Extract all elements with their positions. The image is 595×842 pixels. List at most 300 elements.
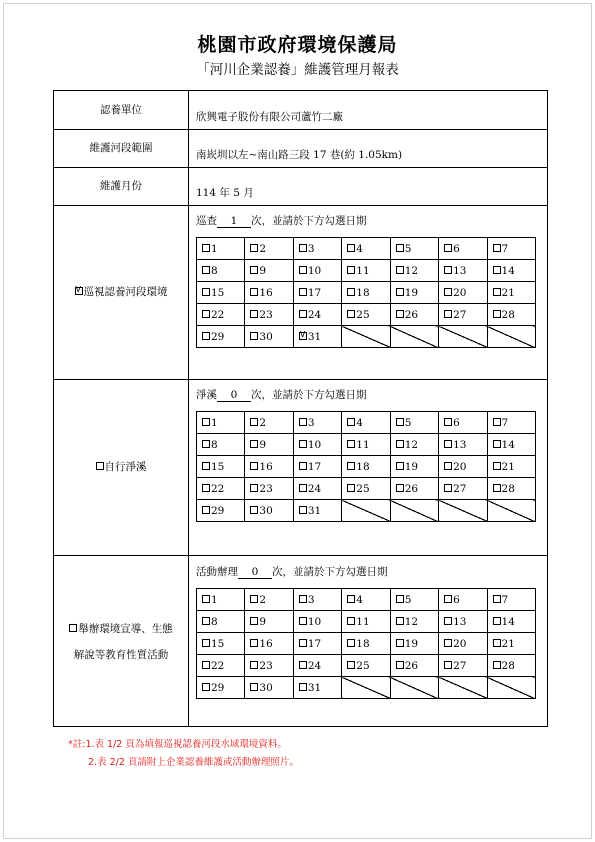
day-label: 12: [404, 615, 419, 628]
day-label: 17: [307, 460, 322, 473]
day-cell-22[interactable]: [197, 478, 245, 500]
day-label: 26: [404, 482, 419, 495]
day-checkbox[interactable]: [347, 661, 355, 669]
day-checkbox[interactable]: [202, 506, 210, 514]
day-label: 2: [259, 416, 267, 429]
day-checkbox[interactable]: [444, 484, 452, 492]
day-cell-2[interactable]: [245, 238, 293, 260]
date-row: [197, 326, 536, 348]
day-cell-14[interactable]: [487, 260, 535, 282]
day-cell-17[interactable]: [293, 282, 341, 304]
day-cell-10[interactable]: [293, 434, 341, 456]
day-checkbox[interactable]: [444, 661, 452, 669]
day-label: 21: [501, 637, 515, 650]
day-label: 1: [211, 593, 218, 606]
day-cell-1[interactable]: [197, 412, 245, 434]
day-cell-27[interactable]: [439, 655, 487, 677]
cleanup-count[interactable]: 0: [217, 389, 251, 402]
day-cell-30[interactable]: [245, 677, 293, 699]
day-checkbox[interactable]: [299, 288, 307, 296]
report-table: [53, 90, 548, 727]
day-label: 16: [259, 286, 273, 299]
day-label: 27: [453, 308, 467, 321]
day-cell-26[interactable]: [390, 655, 438, 677]
day-label: 3: [307, 242, 315, 255]
day-cell-7[interactable]: [487, 589, 535, 611]
day-checkbox[interactable]: [299, 332, 307, 340]
day-label: 18: [356, 460, 370, 473]
day-cell-9[interactable]: [245, 611, 293, 633]
day-cell-1[interactable]: [197, 589, 245, 611]
day-checkbox[interactable]: [202, 639, 210, 647]
empty-cell: [342, 677, 390, 699]
day-cell-8[interactable]: [197, 611, 245, 633]
day-cell-26[interactable]: [390, 304, 438, 326]
day-checkbox[interactable]: [493, 462, 501, 470]
day-checkbox[interactable]: [250, 266, 258, 274]
day-checkbox[interactable]: [493, 418, 501, 426]
day-checkbox[interactable]: [250, 244, 258, 252]
day-checkbox[interactable]: [250, 639, 258, 647]
page-subtitle: 「河川企業認養」維護管理月報表: [196, 62, 399, 78]
day-label: 12: [404, 264, 419, 277]
day-checkbox[interactable]: [202, 332, 210, 340]
day-cell-28[interactable]: [487, 655, 535, 677]
day-cell-3[interactable]: [293, 589, 341, 611]
date-row: [197, 655, 536, 677]
day-cell-14[interactable]: [487, 611, 535, 633]
day-checkbox[interactable]: [396, 244, 404, 252]
day-label: 10: [307, 264, 322, 277]
day-label: 30: [259, 681, 273, 694]
day-cell-29[interactable]: [197, 677, 245, 699]
day-cell-15[interactable]: [197, 633, 245, 655]
day-checkbox[interactable]: [299, 266, 307, 274]
day-cell-6[interactable]: [439, 589, 487, 611]
day-label: 22: [211, 659, 225, 672]
day-checkbox[interactable]: [396, 288, 404, 296]
day-label: 27: [453, 659, 467, 672]
day-cell-25[interactable]: [342, 478, 390, 500]
day-label: 10: [307, 438, 322, 451]
cleanup-label-text: 自行淨溪: [104, 461, 147, 473]
day-checkbox[interactable]: [299, 595, 307, 603]
empty-cell: [439, 677, 487, 699]
day-cell-1[interactable]: [197, 238, 245, 260]
day-checkbox[interactable]: [347, 310, 355, 318]
day-label: 17: [307, 286, 322, 299]
day-label: 4: [356, 242, 363, 255]
day-checkbox[interactable]: [202, 288, 210, 296]
day-cell-28[interactable]: [487, 478, 535, 500]
day-label: 3: [307, 416, 315, 429]
day-label: 5: [404, 242, 412, 255]
day-label: 18: [356, 286, 370, 299]
day-cell-21[interactable]: [487, 456, 535, 478]
day-checkbox[interactable]: [493, 266, 501, 274]
day-cell-14[interactable]: [487, 434, 535, 456]
day-checkbox[interactable]: [347, 484, 355, 492]
day-checkbox[interactable]: [299, 506, 307, 514]
day-checkbox[interactable]: [347, 288, 355, 296]
day-checkbox[interactable]: [396, 639, 404, 647]
empty-cell: [342, 500, 390, 522]
date-row: [197, 633, 536, 655]
day-checkbox[interactable]: [250, 440, 258, 448]
day-label: 13: [453, 615, 467, 628]
date-row: [197, 282, 536, 304]
cleanup-count-line: 淨溪 0 次，並請於下方勾選日期: [196, 389, 367, 401]
day-checkbox[interactable]: [250, 288, 258, 296]
day-checkbox[interactable]: [299, 310, 307, 318]
day-cell-23[interactable]: [245, 304, 293, 326]
empty-cell: [390, 500, 438, 522]
day-cell-16[interactable]: [245, 633, 293, 655]
day-cell-17[interactable]: [293, 456, 341, 478]
day-cell-16[interactable]: [245, 456, 293, 478]
day-checkbox[interactable]: [396, 440, 404, 448]
day-label: 14: [501, 615, 515, 628]
day-checkbox[interactable]: [444, 310, 452, 318]
day-label: 31: [307, 681, 322, 694]
page-title: 桃園市政府環境保護局: [197, 34, 398, 56]
day-cell-19[interactable]: [390, 282, 438, 304]
adopter-label: 認養單位: [100, 104, 142, 116]
day-cell-15[interactable]: [197, 282, 245, 304]
day-cell-16[interactable]: [245, 282, 293, 304]
day-cell-20[interactable]: [439, 633, 487, 655]
day-checkbox[interactable]: [299, 462, 307, 470]
day-cell-22[interactable]: [197, 655, 245, 677]
day-checkbox[interactable]: [347, 639, 355, 647]
empty-cell: [439, 500, 487, 522]
day-checkbox[interactable]: [493, 595, 501, 603]
day-label: 18: [356, 637, 370, 650]
month-label: 維護月份: [100, 180, 142, 192]
day-label: 1: [211, 242, 218, 255]
day-checkbox[interactable]: [250, 506, 258, 514]
day-cell-25[interactable]: [342, 655, 390, 677]
day-cell-5[interactable]: [390, 589, 438, 611]
day-checkbox[interactable]: [202, 266, 210, 274]
day-cell-4[interactable]: [342, 412, 390, 434]
day-label: 29: [211, 504, 225, 517]
day-cell-29[interactable]: [197, 500, 245, 522]
day-cell-7[interactable]: [487, 238, 535, 260]
empty-cell: [390, 677, 438, 699]
day-checkbox[interactable]: [202, 661, 210, 669]
day-checkbox[interactable]: [250, 418, 258, 426]
day-checkbox[interactable]: [250, 661, 258, 669]
day-label: 23: [259, 308, 273, 321]
day-cell-26[interactable]: [390, 478, 438, 500]
day-label: 14: [501, 264, 515, 277]
day-cell-18[interactable]: [342, 282, 390, 304]
day-label: 23: [259, 659, 273, 672]
day-checkbox[interactable]: [396, 484, 404, 492]
empty-cell: [390, 326, 438, 348]
day-checkbox[interactable]: [347, 244, 355, 252]
day-checkbox[interactable]: [444, 244, 452, 252]
day-cell-9[interactable]: [245, 434, 293, 456]
day-label: 9: [259, 438, 267, 451]
day-checkbox[interactable]: [396, 266, 404, 274]
day-label: 28: [501, 482, 515, 495]
patrol-section-label: [54, 205, 188, 379]
day-cell-21[interactable]: [487, 633, 535, 655]
day-cell-12[interactable]: [390, 434, 438, 456]
day-cell-24[interactable]: [293, 655, 341, 677]
day-cell-19[interactable]: [390, 633, 438, 655]
day-checkbox[interactable]: [202, 462, 210, 470]
day-checkbox[interactable]: [347, 418, 355, 426]
day-checkbox[interactable]: [396, 462, 404, 470]
day-label: 16: [259, 637, 273, 650]
day-label: 8: [211, 615, 218, 628]
day-cell-31[interactable]: [293, 326, 341, 348]
day-label: 29: [211, 681, 225, 694]
day-label: 13: [453, 264, 467, 277]
day-cell-23[interactable]: [245, 655, 293, 677]
day-label: 6: [453, 593, 460, 606]
day-label: 7: [501, 242, 509, 255]
day-label: 19: [404, 637, 419, 650]
day-label: 15: [211, 286, 225, 299]
date-row: [197, 304, 536, 326]
day-cell-6[interactable]: [439, 238, 487, 260]
day-label: 24: [307, 482, 322, 495]
day-checkbox[interactable]: [493, 244, 501, 252]
day-cell-24[interactable]: [293, 478, 341, 500]
empty-cell: [439, 326, 487, 348]
river-range-label: 維護河段範圍: [89, 142, 153, 154]
day-cell-22[interactable]: [197, 304, 245, 326]
day-checkbox[interactable]: [202, 418, 210, 426]
adopter-value: 欣興電子股份有限公司蘆竹二廠: [196, 111, 343, 123]
day-cell-17[interactable]: [293, 633, 341, 655]
day-cell-7[interactable]: [487, 412, 535, 434]
day-checkbox[interactable]: [299, 639, 307, 647]
day-checkbox[interactable]: [250, 462, 258, 470]
day-label: 30: [259, 330, 273, 343]
day-cell-8[interactable]: [197, 260, 245, 282]
cleanup-checkbox[interactable]: [96, 462, 104, 470]
day-label: 26: [404, 308, 419, 321]
day-checkbox[interactable]: [299, 661, 307, 669]
day-checkbox[interactable]: [493, 617, 501, 625]
activity-date-grid: [196, 588, 536, 699]
day-cell-31[interactable]: [293, 677, 341, 699]
day-label: 15: [211, 460, 225, 473]
day-checkbox[interactable]: [396, 310, 404, 318]
day-label: 20: [453, 286, 467, 299]
day-cell-10[interactable]: [293, 260, 341, 282]
day-checkbox[interactable]: [202, 484, 210, 492]
day-label: 11: [356, 615, 370, 628]
day-cell-4[interactable]: [342, 238, 390, 260]
date-row: [197, 478, 536, 500]
day-checkbox[interactable]: [250, 617, 258, 625]
day-label: 16: [259, 460, 273, 473]
day-cell-2[interactable]: [245, 589, 293, 611]
patrol-label-text: 巡視認養河段環境: [83, 286, 168, 298]
day-checkbox[interactable]: [493, 288, 501, 296]
day-label: 7: [501, 593, 509, 606]
day-checkbox[interactable]: [493, 661, 501, 669]
day-checkbox[interactable]: [396, 661, 404, 669]
day-cell-28[interactable]: [487, 304, 535, 326]
day-checkbox[interactable]: [396, 595, 404, 603]
day-checkbox[interactable]: [444, 595, 452, 603]
day-checkbox[interactable]: [347, 617, 355, 625]
day-checkbox[interactable]: [299, 244, 307, 252]
day-checkbox[interactable]: [493, 440, 501, 448]
day-cell-30[interactable]: [245, 326, 293, 348]
day-cell-6[interactable]: [439, 412, 487, 434]
day-checkbox[interactable]: [396, 617, 404, 625]
day-cell-27[interactable]: [439, 304, 487, 326]
patrol-count[interactable]: 1: [217, 215, 251, 228]
day-cell-9[interactable]: [245, 260, 293, 282]
day-cell-5[interactable]: [390, 412, 438, 434]
cleanup-section-label: [54, 379, 188, 555]
activity-label-line2: 解說等教育性質活動: [73, 648, 169, 661]
day-cell-3[interactable]: [293, 412, 341, 434]
day-label: 21: [501, 286, 515, 299]
day-checkbox[interactable]: [299, 418, 307, 426]
day-checkbox[interactable]: [299, 683, 307, 691]
day-label: 2: [259, 242, 267, 255]
day-cell-11[interactable]: [342, 611, 390, 633]
day-cell-31[interactable]: [293, 500, 341, 522]
activity-count-line: 活動辦理 0 次，並請於下方勾選日期: [196, 566, 388, 578]
day-checkbox[interactable]: [347, 266, 355, 274]
day-cell-8[interactable]: [197, 434, 245, 456]
day-checkbox[interactable]: [493, 639, 501, 647]
day-label: 8: [211, 438, 218, 451]
month-value: 114 年 5 月: [196, 187, 254, 199]
day-cell-20[interactable]: [439, 282, 487, 304]
day-checkbox[interactable]: [299, 440, 307, 448]
day-checkbox[interactable]: [250, 484, 258, 492]
day-cell-23[interactable]: [245, 478, 293, 500]
day-checkbox[interactable]: [493, 310, 501, 318]
date-row: [197, 456, 536, 478]
day-label: 31: [307, 504, 322, 517]
day-label: 31: [307, 330, 322, 343]
day-checkbox[interactable]: [444, 288, 452, 296]
day-cell-18[interactable]: [342, 633, 390, 655]
day-checkbox[interactable]: [299, 484, 307, 492]
day-checkbox[interactable]: [444, 639, 452, 647]
day-cell-19[interactable]: [390, 456, 438, 478]
footnote-2: 2.表 2/2 頁請附上企業認養維護或活動辦理照片。: [88, 757, 299, 768]
empty-cell: [487, 326, 535, 348]
day-checkbox[interactable]: [202, 310, 210, 318]
day-cell-24[interactable]: [293, 304, 341, 326]
day-checkbox[interactable]: [444, 418, 452, 426]
day-cell-29[interactable]: [197, 326, 245, 348]
day-cell-12[interactable]: [390, 260, 438, 282]
date-row: [197, 434, 536, 456]
day-label: 1: [211, 416, 218, 429]
day-checkbox[interactable]: [299, 617, 307, 625]
day-cell-25[interactable]: [342, 304, 390, 326]
day-cell-4[interactable]: [342, 589, 390, 611]
day-cell-18[interactable]: [342, 456, 390, 478]
day-cell-13[interactable]: [439, 260, 487, 282]
day-checkbox[interactable]: [396, 418, 404, 426]
day-checkbox[interactable]: [250, 595, 258, 603]
day-label: 19: [404, 460, 419, 473]
day-checkbox[interactable]: [250, 310, 258, 318]
day-checkbox[interactable]: [202, 440, 210, 448]
day-label: 4: [356, 416, 363, 429]
day-cell-21[interactable]: [487, 282, 535, 304]
day-cell-15[interactable]: [197, 456, 245, 478]
day-checkbox[interactable]: [493, 484, 501, 492]
day-checkbox[interactable]: [202, 244, 210, 252]
day-label: 6: [453, 416, 460, 429]
day-cell-20[interactable]: [439, 456, 487, 478]
day-label: 13: [453, 438, 467, 451]
day-checkbox[interactable]: [444, 617, 452, 625]
patrol-date-grid: [196, 237, 536, 348]
day-checkbox[interactable]: [347, 440, 355, 448]
day-label: 5: [404, 416, 412, 429]
day-cell-5[interactable]: [390, 238, 438, 260]
day-cell-12[interactable]: [390, 611, 438, 633]
cleanup-date-grid: [196, 411, 536, 522]
date-row: [197, 677, 536, 699]
day-label: 3: [307, 593, 315, 606]
day-cell-27[interactable]: [439, 478, 487, 500]
day-cell-11[interactable]: [342, 260, 390, 282]
day-cell-2[interactable]: [245, 412, 293, 434]
day-cell-13[interactable]: [439, 434, 487, 456]
day-label: 25: [356, 308, 370, 321]
date-row: [197, 238, 536, 260]
footnote-1: *註:1.表 1/2 頁為填報巡視認養河段水域環境資料。: [68, 739, 287, 750]
day-checkbox[interactable]: [444, 440, 452, 448]
activity-checkbox[interactable]: [69, 624, 77, 632]
activity-count[interactable]: 0: [238, 566, 272, 579]
day-checkbox[interactable]: [444, 266, 452, 274]
day-cell-10[interactable]: [293, 611, 341, 633]
day-cell-13[interactable]: [439, 611, 487, 633]
day-checkbox[interactable]: [250, 332, 258, 340]
day-checkbox[interactable]: [347, 595, 355, 603]
day-label: 26: [404, 659, 419, 672]
day-checkbox[interactable]: [202, 617, 210, 625]
day-label: 29: [211, 330, 225, 343]
day-cell-30[interactable]: [245, 500, 293, 522]
day-label: 20: [453, 460, 467, 473]
day-checkbox[interactable]: [202, 595, 210, 603]
day-checkbox[interactable]: [444, 462, 452, 470]
day-checkbox[interactable]: [202, 683, 210, 691]
day-label: 8: [211, 264, 218, 277]
day-checkbox[interactable]: [347, 462, 355, 470]
footnotes: [68, 736, 299, 772]
day-checkbox[interactable]: [250, 683, 258, 691]
day-cell-3[interactable]: [293, 238, 341, 260]
day-cell-11[interactable]: [342, 434, 390, 456]
patrol-checkbox[interactable]: [75, 287, 83, 295]
empty-cell: [487, 677, 535, 699]
day-label: 15: [211, 637, 225, 650]
day-label: 2: [259, 593, 267, 606]
